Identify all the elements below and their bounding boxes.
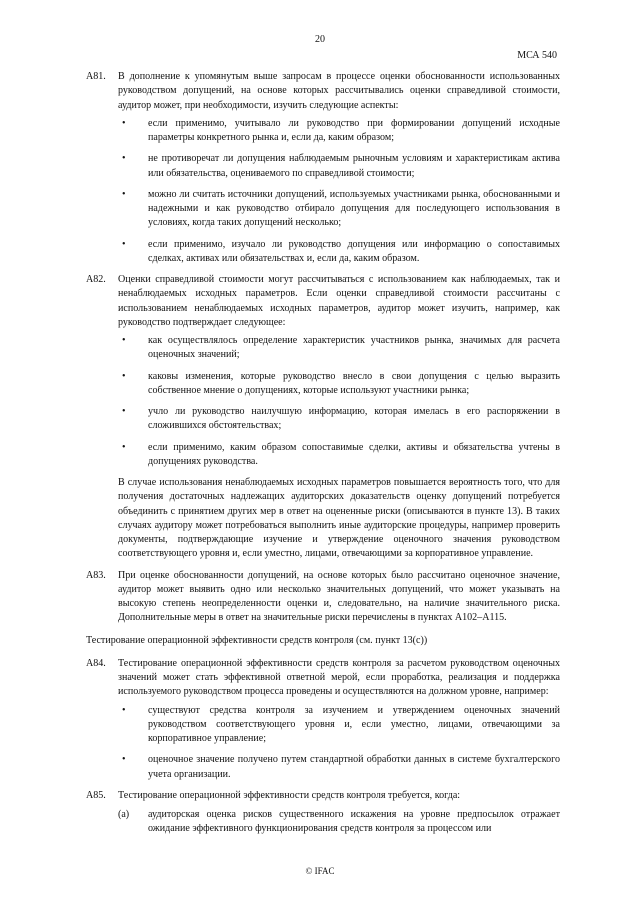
list-item: • можно ли считать источники допущений, используемых участниками рынка, обоснованными и надежными и как руководство отбирало допущения для последующего использования в условиях, когда таких допущений несколько;	[122, 188, 560, 229]
section-heading: Тестирование операционной эффективности средств контроля (см. пункт 13(c))	[86, 634, 428, 646]
document-code: МСА 540	[517, 50, 557, 61]
list-item	[118, 808, 560, 837]
list-item: • если применимо, каким образом сопоставимые сделки, активы и обязательства учтены в допущениях руководства.	[122, 441, 560, 467]
page-number: 20	[315, 34, 325, 45]
bullet-list	[118, 334, 560, 469]
paragraph-text: Оценки справедливой стоимости могут рассчитываться с использованием как наблюдаемых, так и ненаблюдаемых исходных параметров. Если оценки справедливой стоимости рассчитаны с использованием ненаблюдаемых исходных параметров, аудитор может изучить, например, как руководство подтверждает следующее:	[118, 274, 560, 328]
document-body	[86, 70, 560, 844]
paragraph-number: A82.	[86, 274, 106, 285]
bullet-icon: •	[122, 335, 126, 346]
paragraph-text: Тестирование операционной эффективности средств контроля требуется, когда:	[118, 789, 461, 801]
paragraph-a82	[86, 273, 560, 562]
paragraph-continuation: В случае использования ненаблюдаемых исходных параметров повышается вероятность того, что для получения достаточных надлежащих аудиторских доказательств оценку допущений потребуется объединить с принятием других мер в ответ на оцененные риски (описываются в пункте 13). В таких случаях аудитору может потребоваться выполнить иные аудиторские процедуры, например проверить документы, подтверждающие изучение и утверждение оценочного значения руководством соответствующего уровня и, если уместно, лицами, отвечающими за корпоративное управление.	[118, 477, 560, 560]
paragraph-number: A81.	[86, 71, 106, 82]
list-item: • существуют средства контроля за изучением и утверждением оценочных значений руководством соответствующего уровня и, если уместно, лицами, отвечающими за корпоративное управление;	[122, 704, 560, 744]
paragraph-text: В дополнение к упомянутым выше запросам в процессе оценки обоснованности использованных руководством допущений, на основе которых рассчитывались оценки справедливой стоимости, аудитор может, при необходимости, изучить следующие аспекты:	[118, 71, 560, 111]
list-item: • каковы изменения, которые руководство внесло в свои допущения с целью выразить собственное мнение о допущениях, которые используют участники рынка;	[122, 370, 560, 396]
bullet-icon: •	[122, 406, 126, 417]
paragraph-a81	[86, 70, 560, 266]
item-text: аудиторская оценка рисков существенного искажения на уровне предпосылок отражает ожидание эффективного функционирования средств контроля за процессом или	[148, 809, 560, 835]
footer-copyright: © IFAC	[305, 866, 335, 876]
list-item: • если применимо, учитывало ли руководство при формировании допущений исходные параметры конкретного рынка и, если да, каким образом;	[122, 117, 560, 143]
list-item: • как осуществлялось определение характеристик участников рынка, значимых для расчета оценочных значений;	[122, 335, 560, 361]
item-marker: (a)	[118, 809, 130, 820]
paragraph-text: Тестирование операционной эффективности средств контроля за расчетом руководством оценочных значений может стать эффективной ответной мерой, если проработка, реализация и поддержка используемого руководством процесса проведены и осуществляются на должном уровне, например:	[118, 657, 560, 698]
bullet-list	[118, 704, 560, 782]
bullet-icon: •	[122, 441, 126, 453]
paragraph-number: A85.	[86, 789, 106, 801]
list-item: • учло ли руководство наилучшую информацию, которая имелась в его распоряжении в сложившихся обстоятельствах;	[122, 406, 560, 432]
paragraph-a83	[86, 569, 560, 626]
bullet-icon: •	[122, 238, 126, 250]
paragraph-a84	[86, 657, 560, 782]
paragraph-number: A84.	[86, 657, 106, 669]
list-item: • оценочное значение получено путем стандартной обработки данных в системе бухгалтерского учета организации.	[122, 754, 560, 780]
bullet-list	[118, 117, 560, 266]
bullet-icon: •	[122, 117, 126, 129]
paragraph-number: A83.	[86, 569, 106, 581]
paragraph-text: При оценке обоснованности допущений, на основе которых было рассчитано оценочное значение, аудитор может выявить одно или несколько значительных допущений, что может указывать на высокую степень неопределенности оценки и, следовательно, на наличие значительного риска. Дополнительные меры в ответ на значительные риски перечислены в пунктах A102–A115.	[118, 569, 560, 624]
bullet-icon: •	[122, 370, 126, 382]
bullet-icon: •	[122, 188, 126, 200]
bullet-icon: •	[122, 704, 126, 716]
list-item: • если применимо, изучало ли руководство допущения или информацию о сопоставимых сделках, активах или обязательствах и, если да, каким образом.	[122, 238, 560, 264]
bullet-icon: •	[122, 153, 126, 165]
bullet-icon: •	[122, 754, 126, 766]
list-item: • не противоречат ли допущения наблюдаемым рыночным условиям и характеристикам актива или обязательства, оцениваемого по справедливой стоимости;	[122, 153, 560, 179]
paragraph-a85	[86, 789, 560, 837]
